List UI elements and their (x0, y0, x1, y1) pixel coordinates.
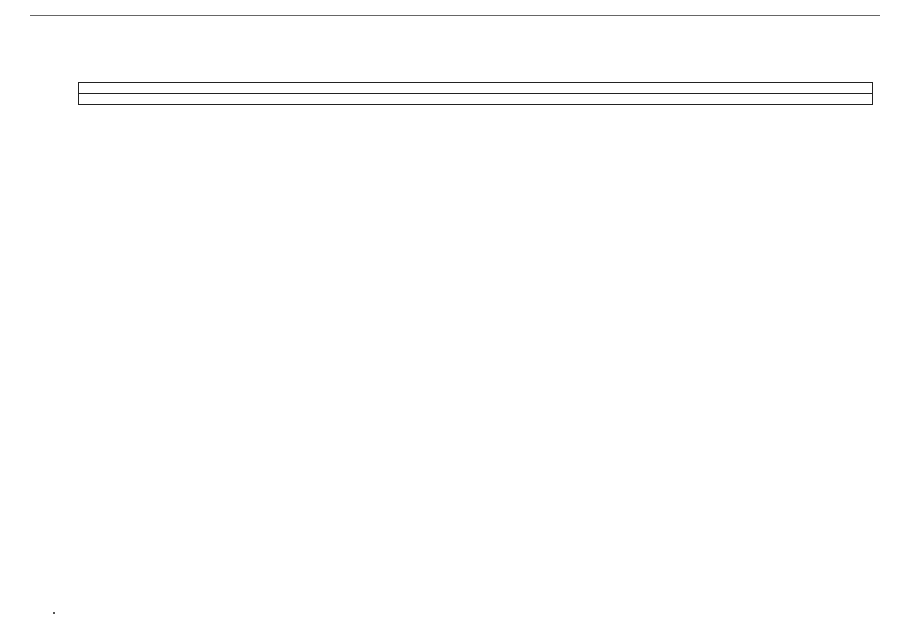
program-table (78, 82, 873, 105)
goal-text (79, 83, 873, 94)
top-rule (30, 15, 880, 16)
scan-speck (53, 612, 55, 614)
goal-row (79, 83, 873, 94)
task-text (79, 94, 873, 105)
task-row (79, 94, 873, 105)
